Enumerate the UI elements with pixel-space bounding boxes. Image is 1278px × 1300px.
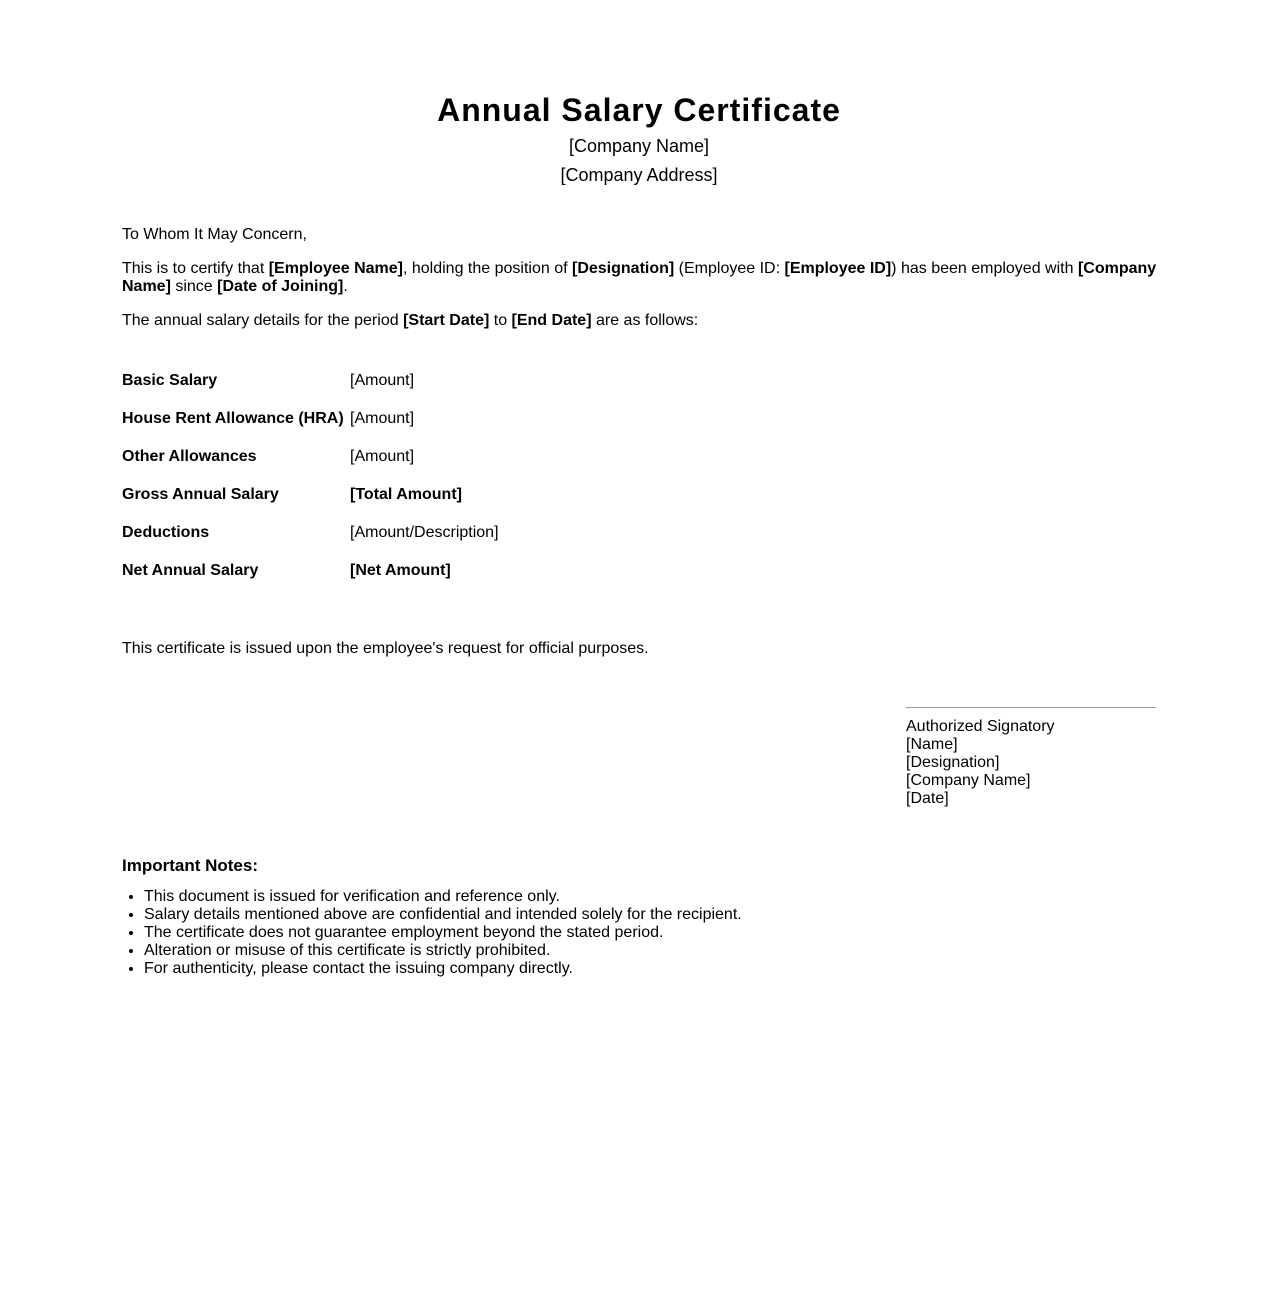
certify-text: (Employee ID: (674, 260, 785, 277)
signatory-title: Authorized Signatory (906, 718, 1055, 735)
salary-value: [Net Amount] (350, 562, 451, 579)
salary-label: Net Annual Salary (122, 562, 259, 579)
greeting: To Whom It May Concern, (122, 226, 307, 243)
date-of-joining: [Date of Joining] (217, 278, 344, 295)
certify-text: . (343, 278, 348, 295)
closing-statement: This certificate is issued upon the employee's request for official purposes. (122, 640, 649, 657)
important-notes (122, 856, 1162, 978)
signatory-designation: [Designation] (906, 754, 1000, 771)
certify-paragraph (122, 260, 1162, 296)
salary-label: House Rent Allowance (HRA) (122, 410, 344, 427)
employee-name: [Employee Name] (268, 260, 403, 277)
salary-label: Basic Salary (122, 372, 218, 389)
signatory-date: [Date] (906, 790, 949, 807)
salary-value: [Amount] (350, 448, 415, 465)
salary-value: [Total Amount] (350, 486, 462, 503)
notes-list (122, 888, 1162, 978)
designation: [Designation] (572, 260, 675, 277)
employee-id: [Employee ID] (784, 260, 892, 277)
certify-text: ) has been employed with (891, 260, 1078, 277)
company-address: [Company Address] (560, 165, 718, 185)
company-name-inline: [Company Name] (122, 260, 1157, 295)
list-item: • The certificate does not guarantee employment beyond the stated period. (144, 924, 1162, 942)
certificate-body (122, 226, 1162, 346)
salary-label: Gross Annual Salary (122, 486, 279, 503)
table-row (122, 410, 650, 448)
table-row (122, 448, 650, 486)
start-date: [Start Date] (403, 312, 490, 329)
list-item: • Salary details mentioned above are confidential and intended solely for the recipient. (144, 906, 1162, 924)
period-text: The annual salary details for the period (122, 312, 404, 329)
table-row (122, 486, 650, 524)
table-row (122, 562, 650, 600)
end-date: [End Date] (511, 312, 592, 329)
list-item: • This document is issued for verification and reference only. (144, 888, 1162, 906)
signatory-company: [Company Name] (906, 772, 1031, 789)
salary-value: [Amount] (350, 410, 415, 427)
period-text: to (489, 312, 512, 329)
certify-text: This is to certify that (122, 260, 269, 277)
certify-text: , holding the position of (402, 260, 572, 277)
salary-label: Deductions (122, 524, 210, 541)
period-text: are as follows: (591, 312, 699, 329)
signature-block (906, 707, 1156, 808)
salary-value: [Amount] (350, 372, 415, 389)
signatory-name: [Name] (906, 736, 958, 753)
notes-title: Important Notes: (122, 856, 258, 875)
table-row (122, 372, 650, 410)
company-name: [Company Name] (568, 136, 710, 156)
salary-value: [Amount/Description] (350, 524, 499, 541)
list-item: • Alteration or misuse of this certificate is strictly prohibited. (144, 942, 1162, 960)
table-row (122, 524, 650, 562)
page-title: Annual Salary Certificate (437, 92, 841, 128)
period-paragraph (122, 312, 1162, 330)
list-item: • For authenticity, please contact the issuing company directly. (144, 960, 1162, 978)
certify-text: since (170, 278, 218, 295)
certificate-header (0, 88, 1278, 190)
salary-table (122, 372, 650, 600)
salary-label: Other Allowances (122, 448, 257, 465)
